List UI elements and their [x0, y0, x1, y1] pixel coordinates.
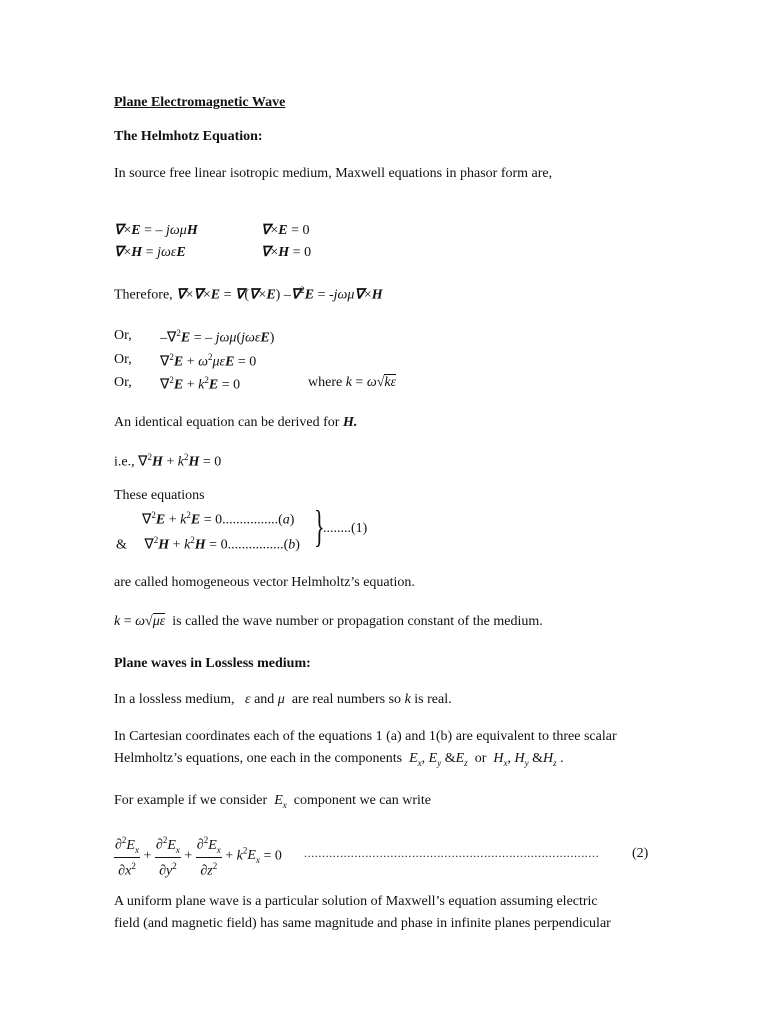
intro-paragraph: In source free linear isotropic medium, Maxwell equations in phasor form are, — [114, 166, 553, 181]
homogeneous-sentence: are called homogeneous vector Helmholtz’s equation. — [114, 575, 415, 590]
maxwell-eq-1: ∇×E = – jωμH — [114, 223, 198, 238]
maxwell-eq-3: ∇×H = jωεE — [114, 245, 186, 260]
cartesian-line-1: In Cartesian coordinates each of the equations 1 (a) and 1(b) are equivalent to three scalar — [114, 729, 617, 744]
section-heading-lossless: Plane waves in Lossless medium: — [114, 656, 311, 671]
brace-symbol: } — [314, 502, 325, 551]
or-line-2: Or, $\nabla^2E + \omega^2\mu\varepsilon E = 0$ — [114, 352, 257, 370]
or-label: Or, — [114, 352, 132, 367]
or-label: Or, — [114, 328, 132, 343]
where-label: where — [308, 375, 343, 390]
equation-number-1: ........(1) — [323, 521, 368, 536]
equation-number-2: (2) — [632, 846, 649, 861]
maxwell-eq-2: ∇×E = 0 — [261, 223, 310, 238]
helmholtz-eq-b: & $\nabla^2H + k^2H = 0................(b)$ — [116, 535, 300, 553]
or-line-3: Or, $\nabla^2E + k^2E = 0$ where k = ω√kε — [114, 375, 397, 393]
therefore-equation: Therefore, ∇×∇×E = ∇(∇×E) –∇$^2$E = -jωμ∇×H — [114, 285, 383, 303]
section-heading-helmholtz: The Helmhotz Equation: — [114, 129, 263, 144]
uniform-plane-paragraph: A uniform plane wave is a particular solution of Maxwell’s equation assuming electric field (and magnetic field) has same magnitude and phase in infinite planes perpendicular — [114, 894, 611, 931]
helmholtz-eq-a: $\nabla^2E + k^2E = 0................(a)$ — [142, 510, 295, 528]
scalar-helmholtz-eq: $\frac{\partial^2E_x}{\partial x^2}$ + $\frac{\partial^2E_x}{\partial y^2}$ + $\frac{\partial^2E_x}{\partial z^2}$ + $k^2E_x = 0$ — [114, 832, 282, 880]
wave-number-line: k = ω√με is called the wave number or propagation constant of the medium. — [114, 614, 543, 629]
lossless-sentence: In a lossless medium, ε and μ are real numbers so k is real. — [114, 692, 452, 707]
maxwell-eq-4: ∇×H = 0 — [261, 245, 312, 260]
eq2-leader: .................................................................................. — [304, 846, 600, 860]
cartesian-line-2: Helmholtz’s equations, one each in the components $E_x$, $E_y$ $\&E_z$ or $H_x$, $H_y$ $\&H_z$ . — [114, 751, 564, 768]
therefore-label: Therefore, — [114, 287, 173, 303]
example-sentence: For example if we consider $E_x$ component we can write — [114, 793, 431, 810]
these-equations-label: These equations — [114, 488, 205, 503]
document-title: Plane Electromagnetic Wave — [114, 95, 286, 110]
identical-sentence: An identical equation can be derived for H. — [114, 415, 358, 430]
or-line-1: Or, –∇$^2$E = – jωμ(jωεE) — [114, 328, 275, 346]
or-label: Or, — [114, 375, 132, 390]
ie-equation: i.e., $\nabla^2H + k^2H = 0$ — [114, 452, 222, 470]
